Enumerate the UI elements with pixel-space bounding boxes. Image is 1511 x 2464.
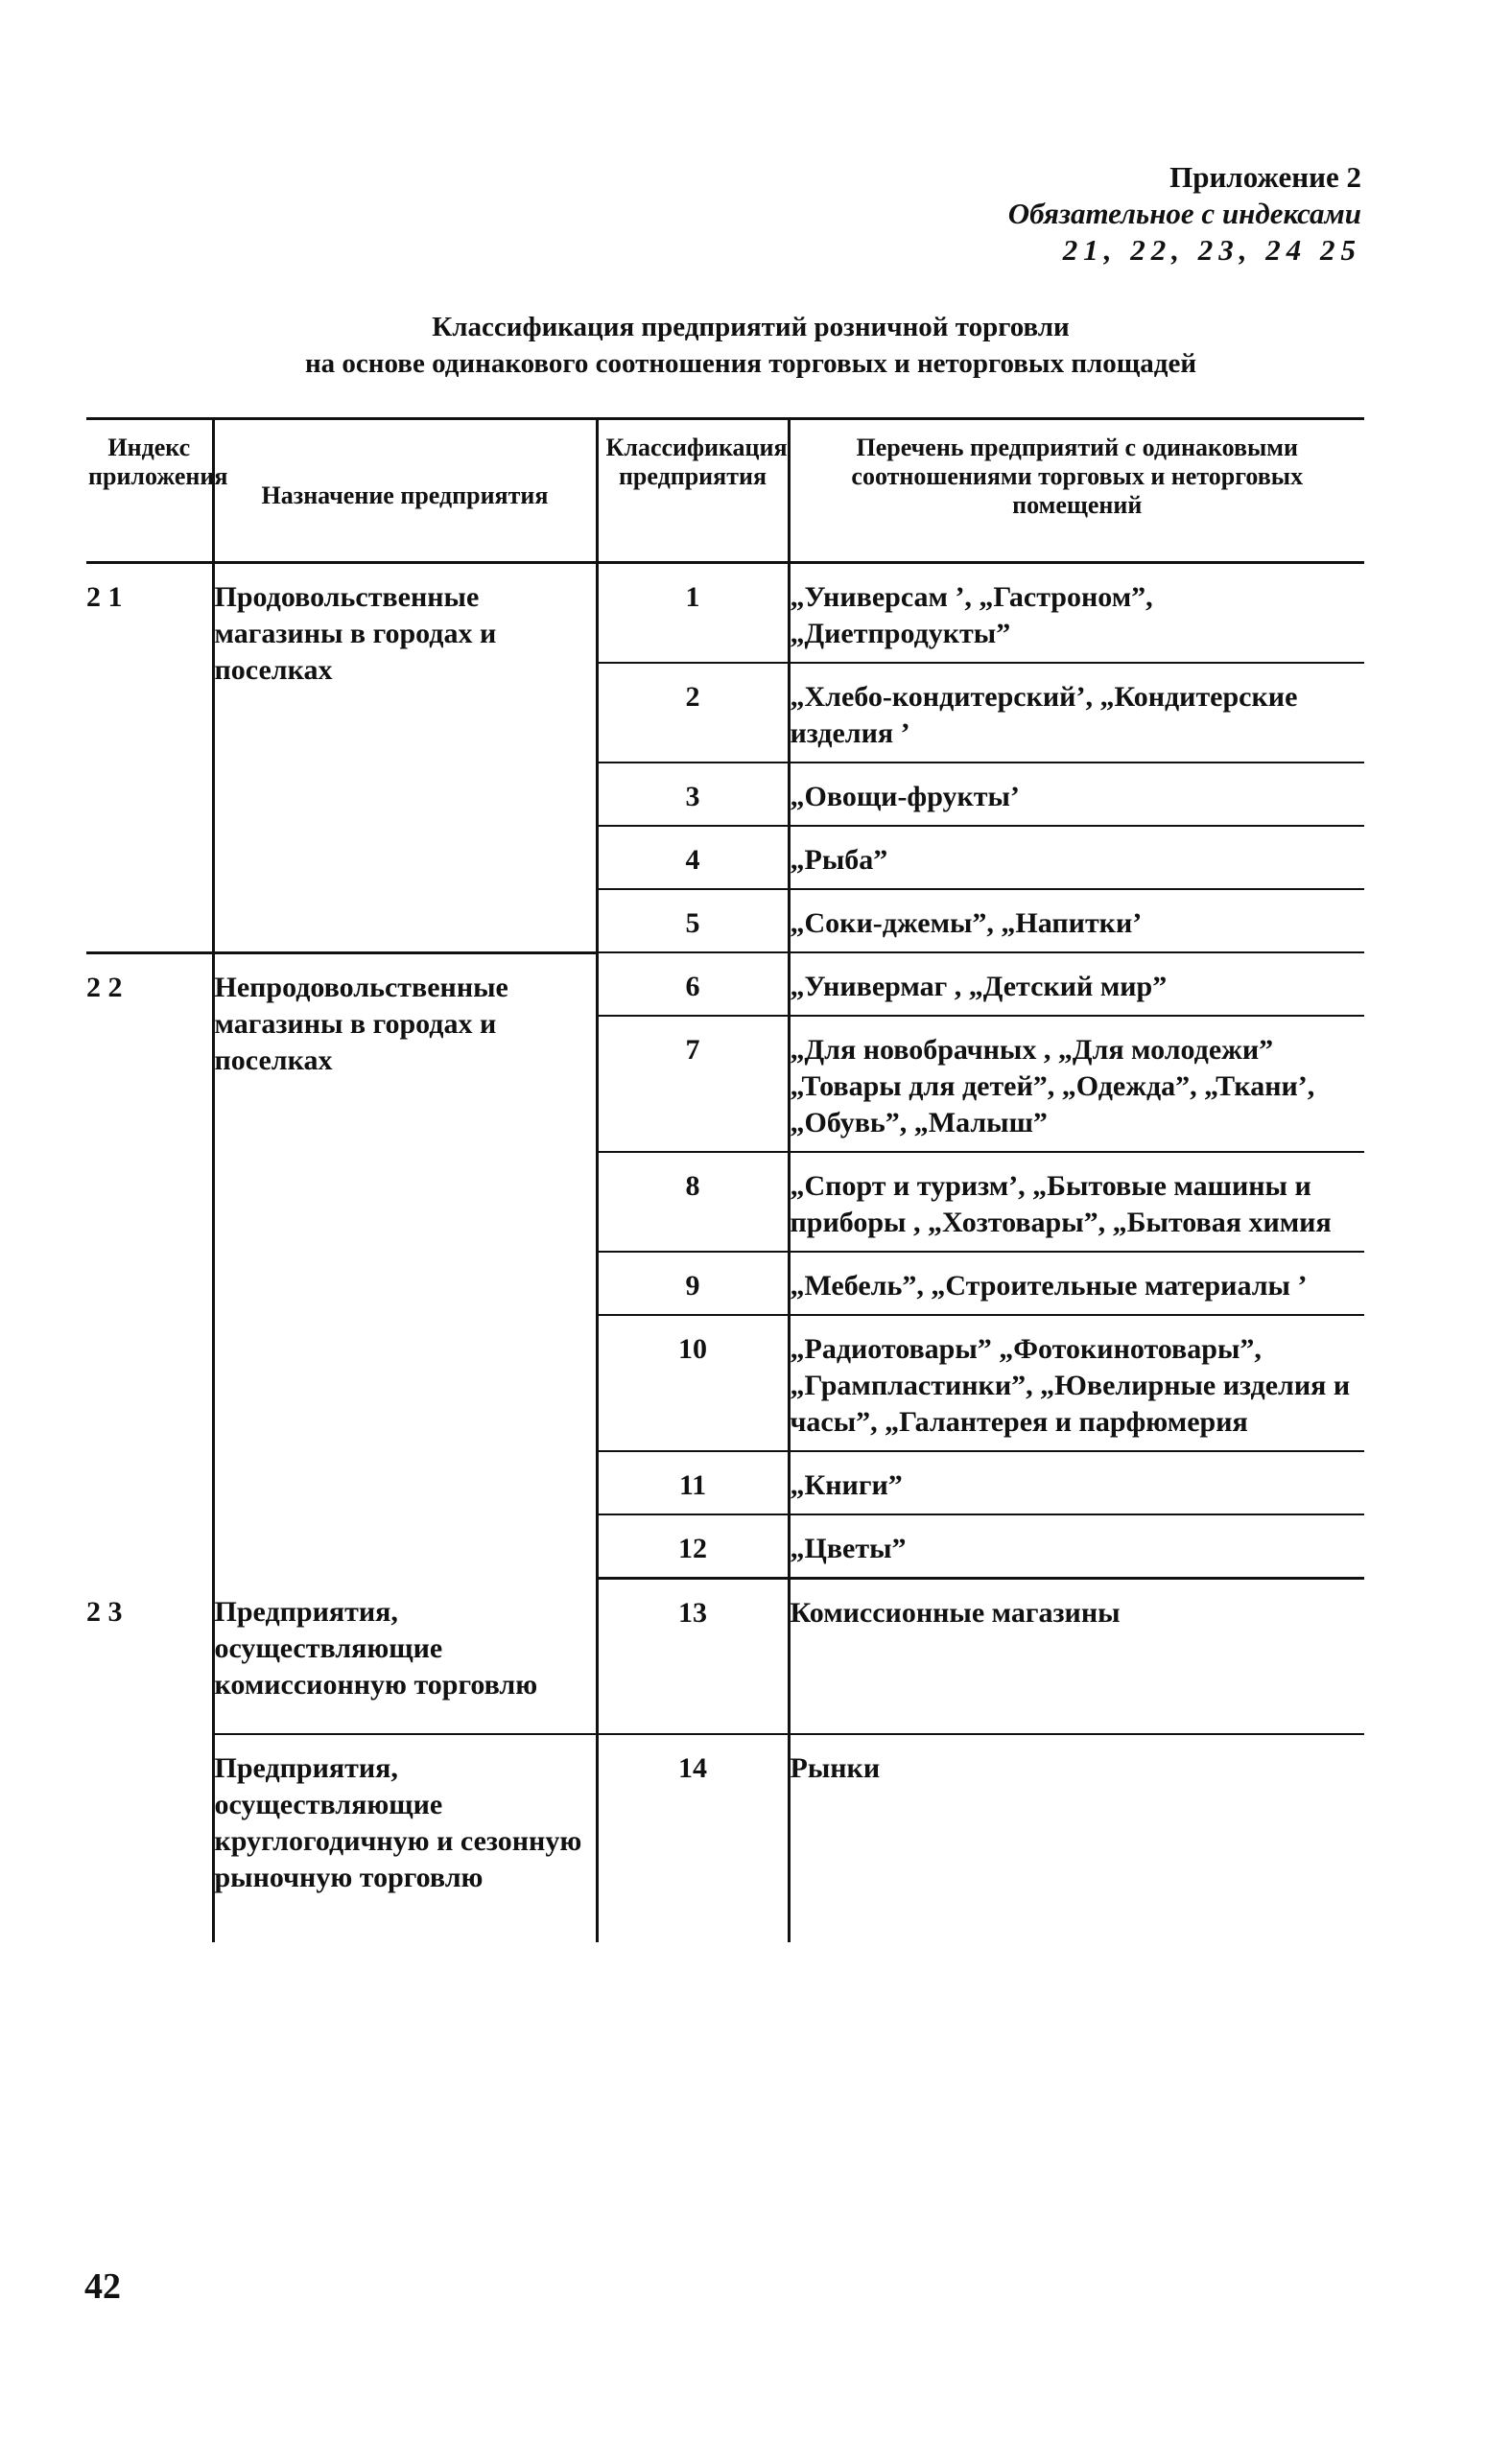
shop-list: „Мебель”, „Строительные материалы ’ — [789, 1252, 1364, 1315]
group-purpose: Предприятия, осуществляющие комиссионную торговлю — [213, 1579, 597, 1734]
group-purpose: Непродовольственные магазины в городах и поселках — [213, 952, 597, 1579]
header-classification: Классификация предприятия — [597, 419, 789, 563]
table-row — [86, 952, 1364, 1016]
shop-list: „Цветы” — [789, 1514, 1364, 1579]
appendix-header — [1008, 159, 1361, 269]
shop-list: „Универмаг , „Детский мир” — [789, 952, 1364, 1016]
table-row — [86, 1734, 1364, 1942]
appendix-indices: 21, 22, 23, 24 25 — [1062, 233, 1361, 267]
shop-list: Рынки — [789, 1734, 1364, 1942]
shop-list: „Хлебо-кондитерский’, „Кондитерские изделия ’ — [789, 663, 1364, 763]
class-number: 8 — [597, 1152, 789, 1252]
appendix-label: Приложение 2 — [1169, 160, 1361, 194]
class-number: 5 — [597, 889, 789, 952]
shop-list: „Рыба” — [789, 826, 1364, 889]
title-line-2: на основе одинакового соотношения торговых и неторговых площадей — [304, 348, 1197, 379]
page-number: 42 — [84, 2266, 121, 2307]
class-number: 14 — [597, 1734, 789, 1942]
shop-list: „Радиотовары” „Фотокинотовары”, „Грампластинки”, „Ювелирные изделия и часы”, „Галантерея и парфюмерия — [789, 1315, 1364, 1451]
shop-list: Комиссионные магазины — [789, 1579, 1364, 1734]
class-number: 4 — [597, 826, 789, 889]
group-purpose: Продовольственные магазины в городах и поселках — [213, 563, 597, 953]
shop-list: „Для новобрачных , „Для молодежи” „Товары для детей”, „Одежда”, „Ткани’, „Обувь”, „Малыш” — [789, 1016, 1364, 1152]
class-number: 12 — [597, 1514, 789, 1579]
title-line-1: Классификация предприятий розничной торговли — [432, 312, 1070, 342]
class-number: 11 — [597, 1451, 789, 1514]
shop-list: „Спорт и туризм’, „Бытовые машины и приборы , „Хозтовары”, „Бытовая химия — [789, 1152, 1364, 1252]
header-index: Индекс приложения — [86, 419, 213, 563]
shop-list: „Книги” — [789, 1451, 1364, 1514]
header-list: Перечень предприятий с одинаковыми соотношениями торговых и неторговых помещений — [789, 419, 1364, 563]
classification-table — [86, 417, 1364, 1942]
shop-list: „Соки-джемы”, „Напитки’ — [789, 889, 1364, 952]
appendix-note: Обязательное с индексами — [1007, 197, 1361, 230]
group-index: 2 1 — [86, 581, 123, 613]
document-title — [86, 309, 1415, 382]
group-index: 2 2 — [86, 952, 213, 1579]
table-header-row — [86, 419, 1364, 563]
group-index: 2 3 — [86, 1595, 123, 1628]
table-row — [86, 1579, 1364, 1734]
class-number: 6 — [597, 952, 789, 1016]
class-number: 7 — [597, 1016, 789, 1152]
class-number: 13 — [597, 1579, 789, 1734]
group-purpose: Предприятия, осуществляющие круглогодичную и сезонную рыночную торговлю — [213, 1734, 597, 1942]
table-row — [86, 563, 1364, 664]
class-number: 9 — [597, 1252, 789, 1315]
class-number: 10 — [597, 1315, 789, 1451]
header-purpose: Назначение предприятия — [213, 419, 597, 563]
shop-list: „Овощи-фрукты’ — [789, 763, 1364, 826]
class-number: 2 — [597, 663, 789, 763]
class-number: 3 — [597, 763, 789, 826]
class-number: 1 — [597, 563, 789, 664]
shop-list: „Универсам ’, „Гастроном”, „Диетпродукты” — [789, 563, 1364, 664]
